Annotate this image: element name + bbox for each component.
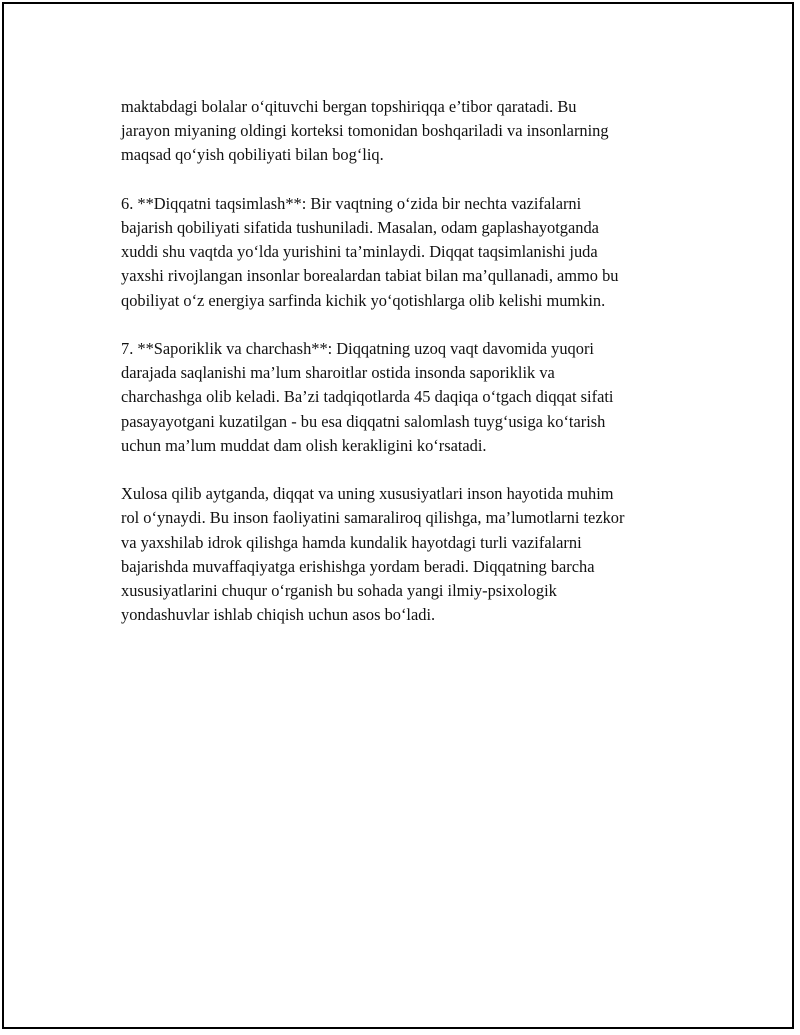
text-line: uchun ma’lum muddat dam olish kerakligini ko‘rsatadi.	[121, 435, 487, 455]
paragraph-item-6	[121, 192, 686, 313]
text-line: bajarishda muvaffaqiyatga erishishga yordam beradi. Diqqatning barcha	[121, 556, 595, 576]
paragraph-conclusion	[121, 482, 686, 627]
document-page	[2, 2, 794, 1029]
text-line: qobiliyat o‘z energiya sarfinda kichik yo‘qotishlarga olib kelishi mumkin.	[121, 290, 606, 310]
text-line: maktabdagi bolalar o‘qituvchi bergan topshiriqqa e’tibor qaratadi. Bu	[121, 97, 577, 116]
text-line: pasayayotgani kuzatilgan - bu esa diqqatni salomlash tuyg‘usiga ko‘tarish	[121, 411, 606, 431]
paragraph-item-7	[121, 337, 686, 458]
text-line: xuddi shu vaqtda yo‘lda yurishini ta’minlaydi. Diqqat taqsimlanishi juda	[121, 242, 598, 262]
text-line: bajarish qobiliyati sifatida tushuniladi. Masalan, odam gaplashayotganda	[121, 218, 599, 237]
text-line: darajada saqlanishi ma’lum sharoitlar ostida insonda saporiklik va	[121, 363, 555, 383]
paragraph-continuation	[121, 95, 686, 168]
text-line: yondashuvlar ishlab chiqish uchun asos bo‘ladi.	[121, 605, 436, 625]
text-line: maqsad qo‘yish qobiliyati bilan bog‘liq.	[121, 145, 384, 165]
text-line: 7. **Saporiklik va charchash**: Diqqatning uzoq vaqt davomida yuqori	[121, 339, 594, 358]
text-line: xususiyatlarini chuqur o‘rganish bu sohada yangi ilmiy-psixologik	[121, 581, 557, 601]
text-line: Xulosa qilib aytganda, diqqat va uning xususiyatlari inson hayotida muhim	[121, 484, 614, 504]
text-line: 6. **Diqqatni taqsimlash**: Bir vaqtning o‘zida bir nechta vazifalarni	[121, 193, 582, 213]
text-line: yaxshi rivojlangan insonlar borealardan tabiat bilan ma’qullanadi, ammo bu	[121, 266, 619, 286]
text-line: rol o‘ynaydi. Bu inson faoliyatini samaraliroq qilishga, ma’lumotlarni tezkor	[121, 508, 625, 528]
document-body	[121, 95, 686, 652]
text-line: jarayon miyaning oldingi korteksi tomonidan boshqariladi va insonlarning	[121, 121, 609, 141]
text-line: charchashga olib keladi. Ba’zi tadqiqotlarda 45 daqiqa o‘tgach diqqat sifati	[121, 387, 614, 407]
text-line: va yaxshilab idrok qilishga hamda kundalik hayotdagi turli vazifalarni	[121, 532, 582, 552]
